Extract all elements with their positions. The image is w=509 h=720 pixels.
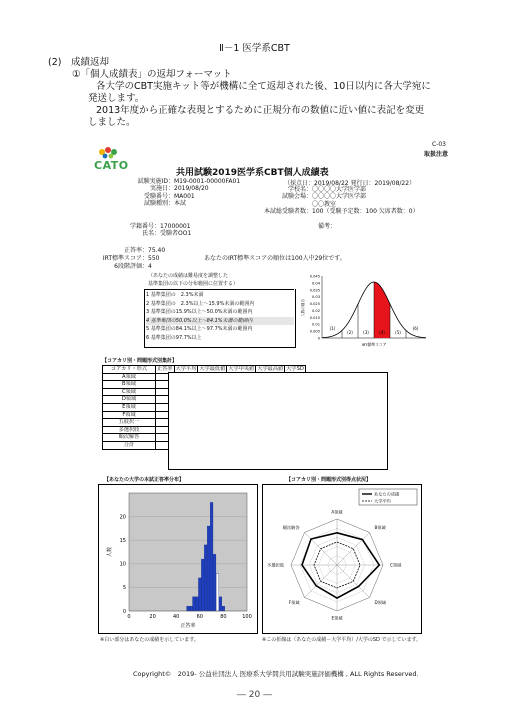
level-item: 2 基準集団の 2.3%以上～15.9%未満の範囲内: [146, 300, 255, 307]
region-label: (5): [395, 330, 401, 335]
region-label: (1): [329, 326, 336, 331]
radar-caption: 【コアカリ別・問題形式別得点状況】: [286, 477, 371, 483]
radar-axis-label: D領域: [374, 599, 387, 605]
y-tick-label: 0.04: [311, 281, 320, 286]
y-tick-label: 0.03: [311, 295, 320, 300]
remarks-label: 備考：: [318, 223, 337, 230]
info-row: [108, 185, 248, 192]
row-label: C領域: [103, 388, 156, 396]
row-label: 多選択肢: [103, 426, 156, 434]
plot-area: [129, 493, 247, 611]
section-title: Ⅱ－1 医学系CBT: [219, 43, 290, 54]
normal-distribution-chart: [300, 270, 430, 352]
paragraph-line: しました。: [88, 117, 136, 128]
region-label: (2): [347, 330, 353, 335]
page-number: ― 20 ―: [236, 690, 273, 700]
y-tick-label: 5: [122, 585, 126, 592]
histogram-bar: [216, 573, 219, 611]
info-value: MA001: [174, 192, 195, 200]
column-header: 大学SD: [286, 366, 304, 372]
grade-label: 6段階評価：: [114, 263, 148, 270]
x-tick-label: 100: [242, 614, 252, 620]
region-label: (4): [379, 330, 385, 335]
paragraph-line: 発送します。: [88, 93, 145, 104]
histogram-bar: [195, 597, 198, 611]
region-label: (3): [363, 330, 369, 335]
info-label: 試験実施ID：: [137, 178, 174, 185]
row-label: 合計: [103, 441, 156, 449]
info-value: 100（受験予定数：100 欠席者数：0）: [312, 208, 419, 216]
info-label: 試験種別：: [143, 200, 174, 208]
legend-label: あなたの成績: [374, 491, 400, 497]
column-header: コアカリ・形式: [103, 366, 156, 374]
histogram-bar: [207, 526, 210, 611]
issue-dates: （採点日：2019/08/22 発行日：2019/08/22）: [284, 180, 416, 187]
grade-row: [102, 261, 152, 270]
histogram-bar: [201, 559, 204, 611]
student-name: 受験者OO1: [160, 230, 192, 237]
irt-label: IRT標準スコア：: [102, 255, 148, 262]
histogram-bar: [187, 606, 190, 611]
cato-logo: [92, 147, 132, 173]
x-tick-label: 20: [149, 614, 156, 620]
hist-note: ※白い部分はあなたの成績を示しています。: [100, 637, 199, 643]
irt-rank-note: あなたのIRT標準スコアの順位は100人中29位です。: [204, 255, 346, 262]
level-item: 4 基準集団の50.0%以上～84.1%未満の範囲内: [146, 317, 294, 326]
column-header: 大学最低値: [199, 366, 226, 372]
y-tick-label: 20: [119, 514, 126, 521]
info-label: 受験番号：: [143, 192, 174, 200]
info-value: 〇〇〇〇大学医学部: [312, 186, 367, 193]
copyright: Copyright© 2019- 公益社団法人 医療系大学間共用試験実施評価機構 , ALL Rights Reserved.: [133, 670, 419, 678]
row-label: F領域: [103, 411, 156, 419]
column-header: 大学平均: [175, 366, 197, 372]
level-item: 5 基準集団の84.1%以上～97.7%未満の範囲内: [146, 326, 253, 333]
level-box-line: 基準集団の以下の分布範囲に位置する）: [148, 281, 239, 287]
row-label: 五肢択一: [103, 419, 156, 427]
histogram-bar: [219, 597, 222, 611]
sub-heading: (2) 成績返却: [48, 57, 109, 68]
histogram-bar: [213, 554, 216, 611]
radar-axis-label: A領域: [331, 509, 343, 515]
y-tick-label: 0: [317, 336, 320, 341]
radar-frame: [262, 484, 422, 634]
level-item: 6 基準集団の97.7%以上: [146, 334, 202, 341]
handling-note: 取扱注意: [424, 151, 449, 158]
table-caption: 【コアカリ別・問題形式別集計】: [102, 358, 177, 364]
histogram-bar: [210, 502, 213, 611]
radar-axis-label: 多選択肢: [267, 562, 284, 568]
report-code: C-03: [432, 141, 446, 148]
y-tick-label: 0.015: [309, 315, 320, 320]
y-tick-label: 0.02: [311, 308, 320, 313]
hist-caption: 【あなたの大学の本試正答率分布】: [104, 477, 185, 483]
y-tick-label: 10: [119, 561, 126, 568]
grade-value: 4: [148, 263, 152, 270]
radar-note: ※この折線は（あなたの成績－大学平均）/大学のSD で示しています。: [262, 637, 422, 643]
paragraph-line: 各大学のCBT実施キット等が機構に全て返却された後、10日以内に各大学宛に: [96, 81, 431, 92]
row-label: 順次解答: [103, 434, 156, 442]
y-tick-label: 0.01: [311, 322, 320, 327]
radar-axis-label: F領域: [288, 599, 300, 605]
radar-axis-label: 順次解答: [282, 525, 300, 531]
info-label: 本試総受験者数：: [263, 208, 312, 216]
histogram-bar: [198, 578, 201, 611]
histogram-bar: [204, 545, 207, 611]
radar-axis-label: C領域: [390, 562, 402, 568]
info-value: 〇〇教室: [312, 200, 337, 208]
info-label: 試験会場：: [281, 193, 312, 201]
report-title: 共用試験2019医学系CBT個人成績表: [176, 168, 329, 178]
radar-axis-label: E領域: [331, 615, 343, 621]
region-label: (6): [412, 326, 419, 331]
level-box-line: （あなたの成績は難易度を調整した: [148, 273, 229, 279]
score-label: 正答率：: [123, 247, 148, 254]
row-label: D領域: [103, 396, 156, 404]
logo-text: CATO: [94, 159, 129, 172]
level-box: [144, 289, 296, 348]
row-label: E領域: [103, 403, 156, 411]
info-value: M19-0001-00000FA01: [174, 178, 241, 185]
info-label: 学校名：: [287, 186, 312, 193]
level-item: 3 基準集団の15.9%以上～50.0%未満の範囲内: [146, 309, 253, 316]
column-header: 大学中央値: [228, 366, 255, 372]
x-axis-label: 正答率: [180, 623, 196, 629]
info-row: [108, 200, 248, 207]
y-axis-label: 人数: [107, 546, 113, 558]
info-row: [250, 208, 470, 215]
y-tick-label: 15: [119, 538, 126, 544]
info-value: 〇〇〇〇大学医学部: [312, 193, 367, 201]
info-value: 2019/08/20: [174, 185, 209, 193]
info-label: 実施日：: [149, 185, 174, 193]
info-row: [250, 193, 470, 200]
x-tick-label: 0: [127, 614, 131, 620]
paragraph-line: 2013年度から正確な表現とするために正規分布の数値に近い値に表記を変更: [96, 105, 425, 116]
item-heading: ①「個人成績表」の返却フォーマット: [72, 69, 232, 80]
level-item: 1 基準集団の 2.3%未満: [146, 292, 204, 298]
histogram-bar: [193, 597, 196, 611]
table-blank-area: [168, 372, 388, 470]
histogram-frame: [98, 484, 258, 634]
name-label: 氏名：: [141, 230, 160, 237]
x-tick-label: 80: [220, 614, 227, 620]
x-tick-label: 60: [196, 614, 203, 620]
score-value: 75.40: [148, 247, 166, 254]
row-label: A領域: [103, 373, 156, 381]
histogram-bar: [222, 606, 225, 611]
legend-label: 大学平均: [374, 498, 391, 504]
radar-axis-label: B領域: [374, 525, 386, 531]
y-tick-label: 0.035: [309, 288, 320, 293]
y-tick-label: 0.005: [309, 329, 320, 334]
y-axis-label: 人数の割合: [301, 299, 305, 317]
student-no-label: 学籍番号：: [129, 223, 160, 230]
name-row: [108, 228, 248, 237]
column-header: 大学最高値: [257, 366, 284, 372]
x-axis-label: IRT標準スコア: [361, 342, 387, 347]
y-tick-label: 0.025: [309, 302, 320, 307]
histogram-bar: [190, 606, 193, 611]
irt-value: 550: [148, 255, 160, 262]
row-label: B領域: [103, 381, 156, 389]
info-value: 本試: [174, 200, 187, 208]
y-tick-label: 0.045: [309, 274, 320, 279]
column-header: 正答率: [157, 366, 173, 372]
student-no: 17000001: [160, 223, 191, 230]
y-tick-label: 0: [122, 608, 126, 615]
x-tick-label: 40: [173, 614, 180, 620]
radar-legend: [359, 489, 417, 505]
